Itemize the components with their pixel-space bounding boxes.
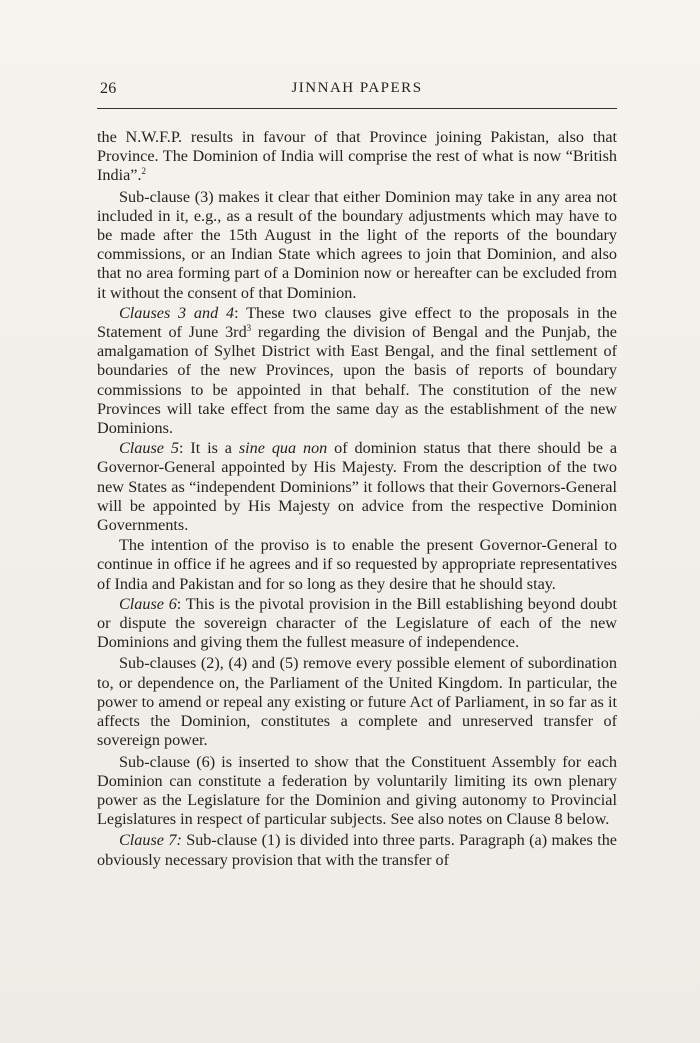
footnote-marker: 2: [141, 166, 146, 177]
paragraph: Clause 6: This is the pivotal provision in the Bill establishing beyond doubt or dispute the sovereign character of the Legislature of each of the new Dominions and giving them the fullest measure of independence.: [97, 594, 618, 652]
page-header: [97, 80, 617, 106]
clause-heading: Clause 7:: [119, 831, 182, 850]
paragraph: the N.W.F.P. results in favour of that Province joining Pakistan, also that Province. The Dominion of India will comprise the rest of what is now “British India”.$^2$: [97, 128, 617, 185]
italic-phrase: sine qua non: [238, 439, 328, 458]
clause-heading: Clauses 3 and 4: [119, 303, 235, 322]
page-number: 26: [100, 80, 117, 97]
footnote-marker: 3: [246, 323, 252, 334]
header-rule: [97, 108, 617, 109]
body-text: [97, 128, 617, 870]
clause-heading: Clause 5: [119, 439, 179, 458]
running-title: JINNAH PAPERS: [291, 80, 423, 96]
paragraph: Clause 7: Sub-clause (1) is divided into three parts. Paragraph (a) makes the obviously necessary provision that with the transfer of: [97, 831, 617, 869]
paragraph: The intention of the proviso is to enable the present Governor-General to continue in office if he agrees and if so requested by appropriate representatives of India and Pakistan and for so long as they desire that he should stay.: [97, 536, 617, 593]
paragraph: Clauses 3 and 4: These two clauses give effect to the proposals in the Statement of June $3rd^3$ regarding the division of Bengal and the Punjab, the amalgamation of Sylhet District with East Bengal, and the final settlement of boundaries of the new Provinces, upon the basis of reports of boundary commissions to be appointed in that behalf. The constitution of the new Provinces will take effect from the same day as the establishment of the new Dominions.: [97, 303, 617, 438]
paragraph: Sub-clause (6) is inserted to show that the Constituent Assembly for each Dominion can constitute a federation by voluntarily limiting its own plenary power as the Legislature for the Dominion and giving autonomy to Provincial Legislatures in respect of particular subjects. See also notes on Clause 8 below.: [97, 752, 617, 829]
paragraph: Sub-clause (3) makes it clear that either Dominion may take in any area not included in it, e.g., as a result of the boundary adjustments which may have to be made after the 15th August in the light of the reports of the boundary commissions, or an Indian State which agrees to join that Dominion, and also that no area forming part of a Dominion now or hereafter can be excluded from it without the consent of that Dominion.: [97, 187, 617, 302]
paragraph: Clause 5: It is a sine qua non of dominion status that there should be a Governor-General appointed by His Majesty. From the description of the two new States as “independent Dominions” it follows that their Governors-General will be appointed by His Majesty on advice from the respective Dominion Governments.: [97, 439, 618, 535]
clause-heading: Clause 6: [119, 594, 177, 613]
paragraph: Sub-clauses (2), (4) and (5) remove every possible element of subordination to, or dependence on, the Parliament of the United Kingdom. In particular, the power to amend or repeal any existing or future Act of Parliament, in so far as it affects the Dominion, constitutes a complete and unreserved transfer of sovereign power.: [97, 654, 617, 750]
